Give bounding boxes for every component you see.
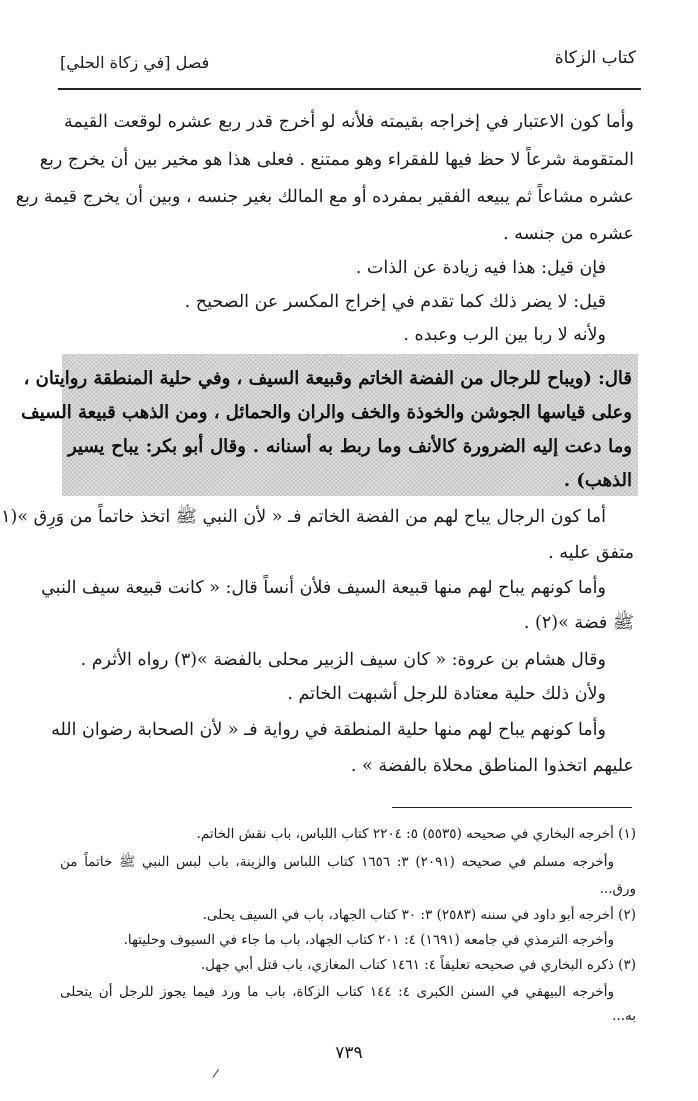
body-line: وأما كون الاعتبار في إخراجه بقيمته فلأنه لو أخرج قدر ربع عشره لوقعت القيمة bbox=[64, 112, 634, 132]
footnote-line: (٢) أخرجه أبو داود في سننه (٢٥٨٣) ٣: ٣٠ كتاب الجهاد، باب في السيف يحلى. bbox=[202, 907, 636, 923]
running-header-book-title: كتاب الزكاة bbox=[554, 48, 636, 68]
page-number: ٧٣٩ bbox=[335, 1043, 363, 1063]
body-line: وأما كونهم يباح لهم منها حلية المنطقة في رواية فـ « لأن الصحابة رضوان الله bbox=[51, 720, 606, 740]
footnote-line: وأخرجه الترمذي في جامعه (١٦٩١) ٤: ٢٠١ كتاب الجهاد، باب ما جاء في السيوف وحليتها. bbox=[123, 932, 614, 948]
pen-mark bbox=[212, 1069, 228, 1085]
body-line: ﷺ فضة »(٢) . bbox=[523, 613, 634, 633]
body-line: وقال هشام بن عروة: « كان سيف الزبير محلى بالفضة »(٣) رواه الأثرم . bbox=[80, 650, 606, 670]
quote-line: وما دعت إليه الضرورة كالأنف وما ربط به أسنانه . وقال أبو بكر: يباح يسير bbox=[68, 436, 632, 457]
body-line: المتقومة شرعاً لا حظ فيها للفقراء وهو ممتنع . فعلى هذا هو مخير بين أن يخرج ربع bbox=[39, 150, 634, 170]
running-header-section-title: فصل [في زكاة الحلي] bbox=[60, 53, 210, 72]
footnote-line: ورق... bbox=[599, 881, 636, 897]
footnote-line: (٣) ذكره البخاري في صحيحه تعليقاً ٤: ١٤٦١ كتاب المغازي، باب قتل أبي جهل. bbox=[200, 957, 636, 973]
body-line: عشره مشاعاً ثم يبيعه الفقير بمفرده أو مع المالك بغير جنسه ، وبين أن يخرج قيمة ربع bbox=[15, 187, 634, 207]
body-line: متفق عليه . bbox=[548, 543, 634, 563]
body-line: أما كون الرجال يباح لهم من الفضة الخاتم فـ « لأن النبي ﷺ اتخذ خاتماً من وَرِق »(١ bbox=[1, 507, 606, 527]
header-rule bbox=[58, 88, 641, 90]
body-line: ولأنه لا ربا بين الرب وعبده . bbox=[403, 325, 606, 345]
footnote-line: وأخرجه مسلم في صحيحه (٢٠٩١) ٣: ١٦٥٦ كتاب اللباس والزينة، باب لبس النبي ﷺ خاتماً من bbox=[60, 854, 615, 870]
body-line: ولأن ذلك حلية معتادة للرجل أشبهت الخاتم . bbox=[287, 684, 606, 704]
footnote-rule bbox=[392, 807, 632, 808]
body-line: عليهم اتخذوا المناطق محلاة بالفضة » . bbox=[350, 756, 634, 776]
body-line: فإن قيل: هذا فيه زيادة عن الذات . bbox=[355, 258, 606, 278]
footnote-line: به... bbox=[612, 1008, 636, 1024]
footnote-line: وأخرجه البيهقي في السنن الكبرى ٤: ١٤٤ كتاب الزكاة، باب ما ورد فيما يجوز للرجل أن يتحلى bbox=[60, 984, 615, 1000]
body-line: وأما كونهم يباح لهم منها قبيعة السيف فلأن أنساً قال: « كانت قبيعة سيف النبي bbox=[41, 578, 606, 598]
quote-line: الذهب) . bbox=[563, 470, 632, 491]
quote-line: قال: (ويباح للرجال من الفضة الخاتم وقبيعة السيف ، وفي حلية المنطقة روايتان ، bbox=[23, 368, 632, 389]
body-line: قيل: لا يضر ذلك كما تقدم في إخراج المكسر عن الصحيح . bbox=[184, 292, 606, 312]
footnote-line: (١) أخرجه البخاري في صحيحه (٥٥٣٥) ٥: ٢٢٠٤ كتاب اللباس، باب نقش الخاتم. bbox=[196, 826, 636, 842]
body-line: عشره من جنسه . bbox=[503, 224, 634, 244]
quote-line: وعلى قياسها الجوشن والخوذة والخف والران والحمائل ، ومن الذهب قبيعة السيف bbox=[21, 402, 632, 423]
